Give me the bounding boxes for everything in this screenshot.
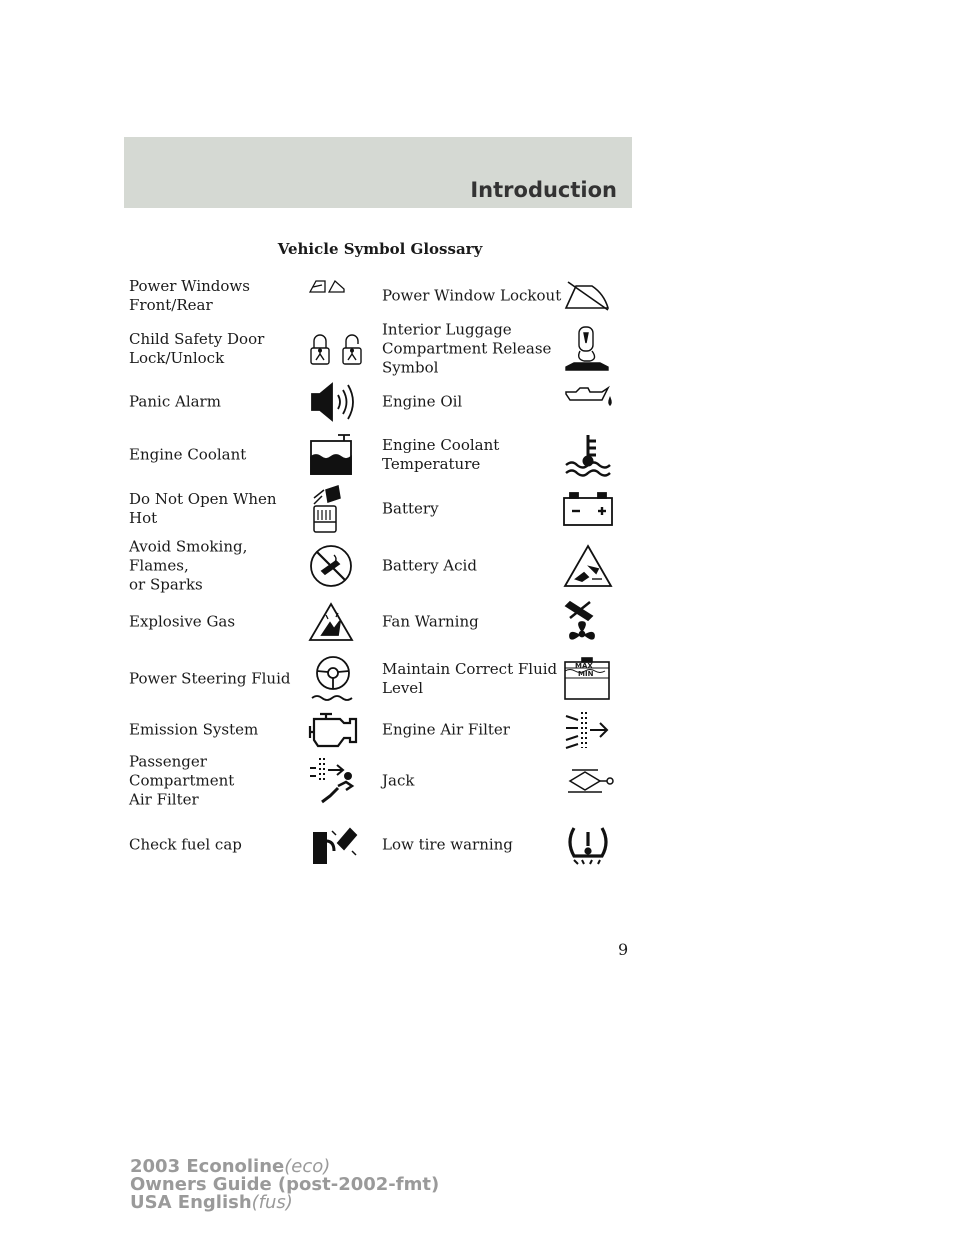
window-lockout-icon — [562, 280, 612, 312]
footer-language-code: (fus) — [251, 1192, 293, 1213]
section-title: Introduction — [470, 178, 617, 202]
symbol-label: Explosive Gas — [129, 612, 236, 631]
speaker-icon — [308, 380, 358, 424]
footer-model-code: (eco) — [284, 1156, 331, 1177]
coolant-reservoir-icon — [308, 433, 354, 477]
trunk-release-icon — [562, 325, 612, 373]
oil-can-icon — [562, 384, 614, 408]
symbol-label: Avoid Smoking, Flames, or Sparks — [129, 537, 248, 594]
symbol-label: Power Window Lockout — [382, 286, 562, 305]
symbol-label: Child Safety Door Lock/Unlock — [129, 330, 265, 367]
symbol-label: Engine Coolant — [129, 445, 247, 464]
symbol-label: Interior Luggage Compartment Release Symbol — [382, 320, 552, 377]
explosive-gas-icon — [308, 601, 354, 643]
steering-fluid-icon — [308, 654, 358, 704]
battery-acid-icon — [562, 543, 614, 589]
symbol-label: Maintain Correct Fluid Level — [382, 660, 558, 697]
symbol-label: Panic Alarm — [129, 392, 221, 411]
fluid-level-icon — [562, 657, 612, 701]
symbol-label: Low tire warning — [382, 835, 513, 854]
symbol-label: Engine Air Filter — [382, 720, 510, 739]
no-smoking-icon — [308, 543, 354, 589]
battery-icon — [562, 491, 614, 527]
engine-icon — [308, 712, 358, 748]
air-filter-icon — [562, 710, 614, 750]
symbol-label: Passenger Compartment Air Filter — [129, 752, 235, 809]
symbol-label: Battery Acid — [382, 556, 477, 575]
symbol-label: Power Steering Fluid — [129, 669, 291, 688]
symbol-label: Engine Coolant Temperature — [382, 436, 500, 473]
symbol-label: Jack — [382, 771, 415, 790]
footer-model: 2003 Econoline — [130, 1156, 285, 1177]
symbol-label: Battery — [382, 499, 439, 518]
glossary-title: Vehicle Symbol Glossary — [277, 240, 483, 258]
header-band — [124, 137, 632, 208]
fuel-cap-icon — [308, 823, 360, 867]
cabin-filter-icon — [308, 756, 358, 806]
hot-cap-icon — [308, 484, 344, 534]
symbol-label: Engine Oil — [382, 392, 463, 411]
fan-warning-icon — [562, 598, 602, 646]
tire-warning-icon — [562, 822, 614, 868]
child-lock-icon — [308, 332, 364, 366]
footer-guide: Owners Guide (post-2002-fmt) — [130, 1174, 440, 1195]
symbol-label: Fan Warning — [382, 612, 479, 631]
jack-icon — [562, 766, 614, 796]
page-number: 9 — [618, 940, 629, 959]
fluid-max-label: MAX — [575, 662, 593, 670]
power-window-icon — [308, 277, 346, 295]
symbol-label: Emission System — [129, 720, 259, 739]
symbol-label: Power Windows Front/Rear — [129, 277, 250, 314]
coolant-temp-icon — [562, 433, 614, 477]
symbol-label: Do Not Open When Hot — [129, 490, 277, 527]
footer-language: USA English — [130, 1192, 252, 1213]
footer — [130, 1158, 439, 1212]
symbol-label: Check fuel cap — [129, 835, 242, 854]
fluid-min-label: MIN — [578, 670, 594, 678]
